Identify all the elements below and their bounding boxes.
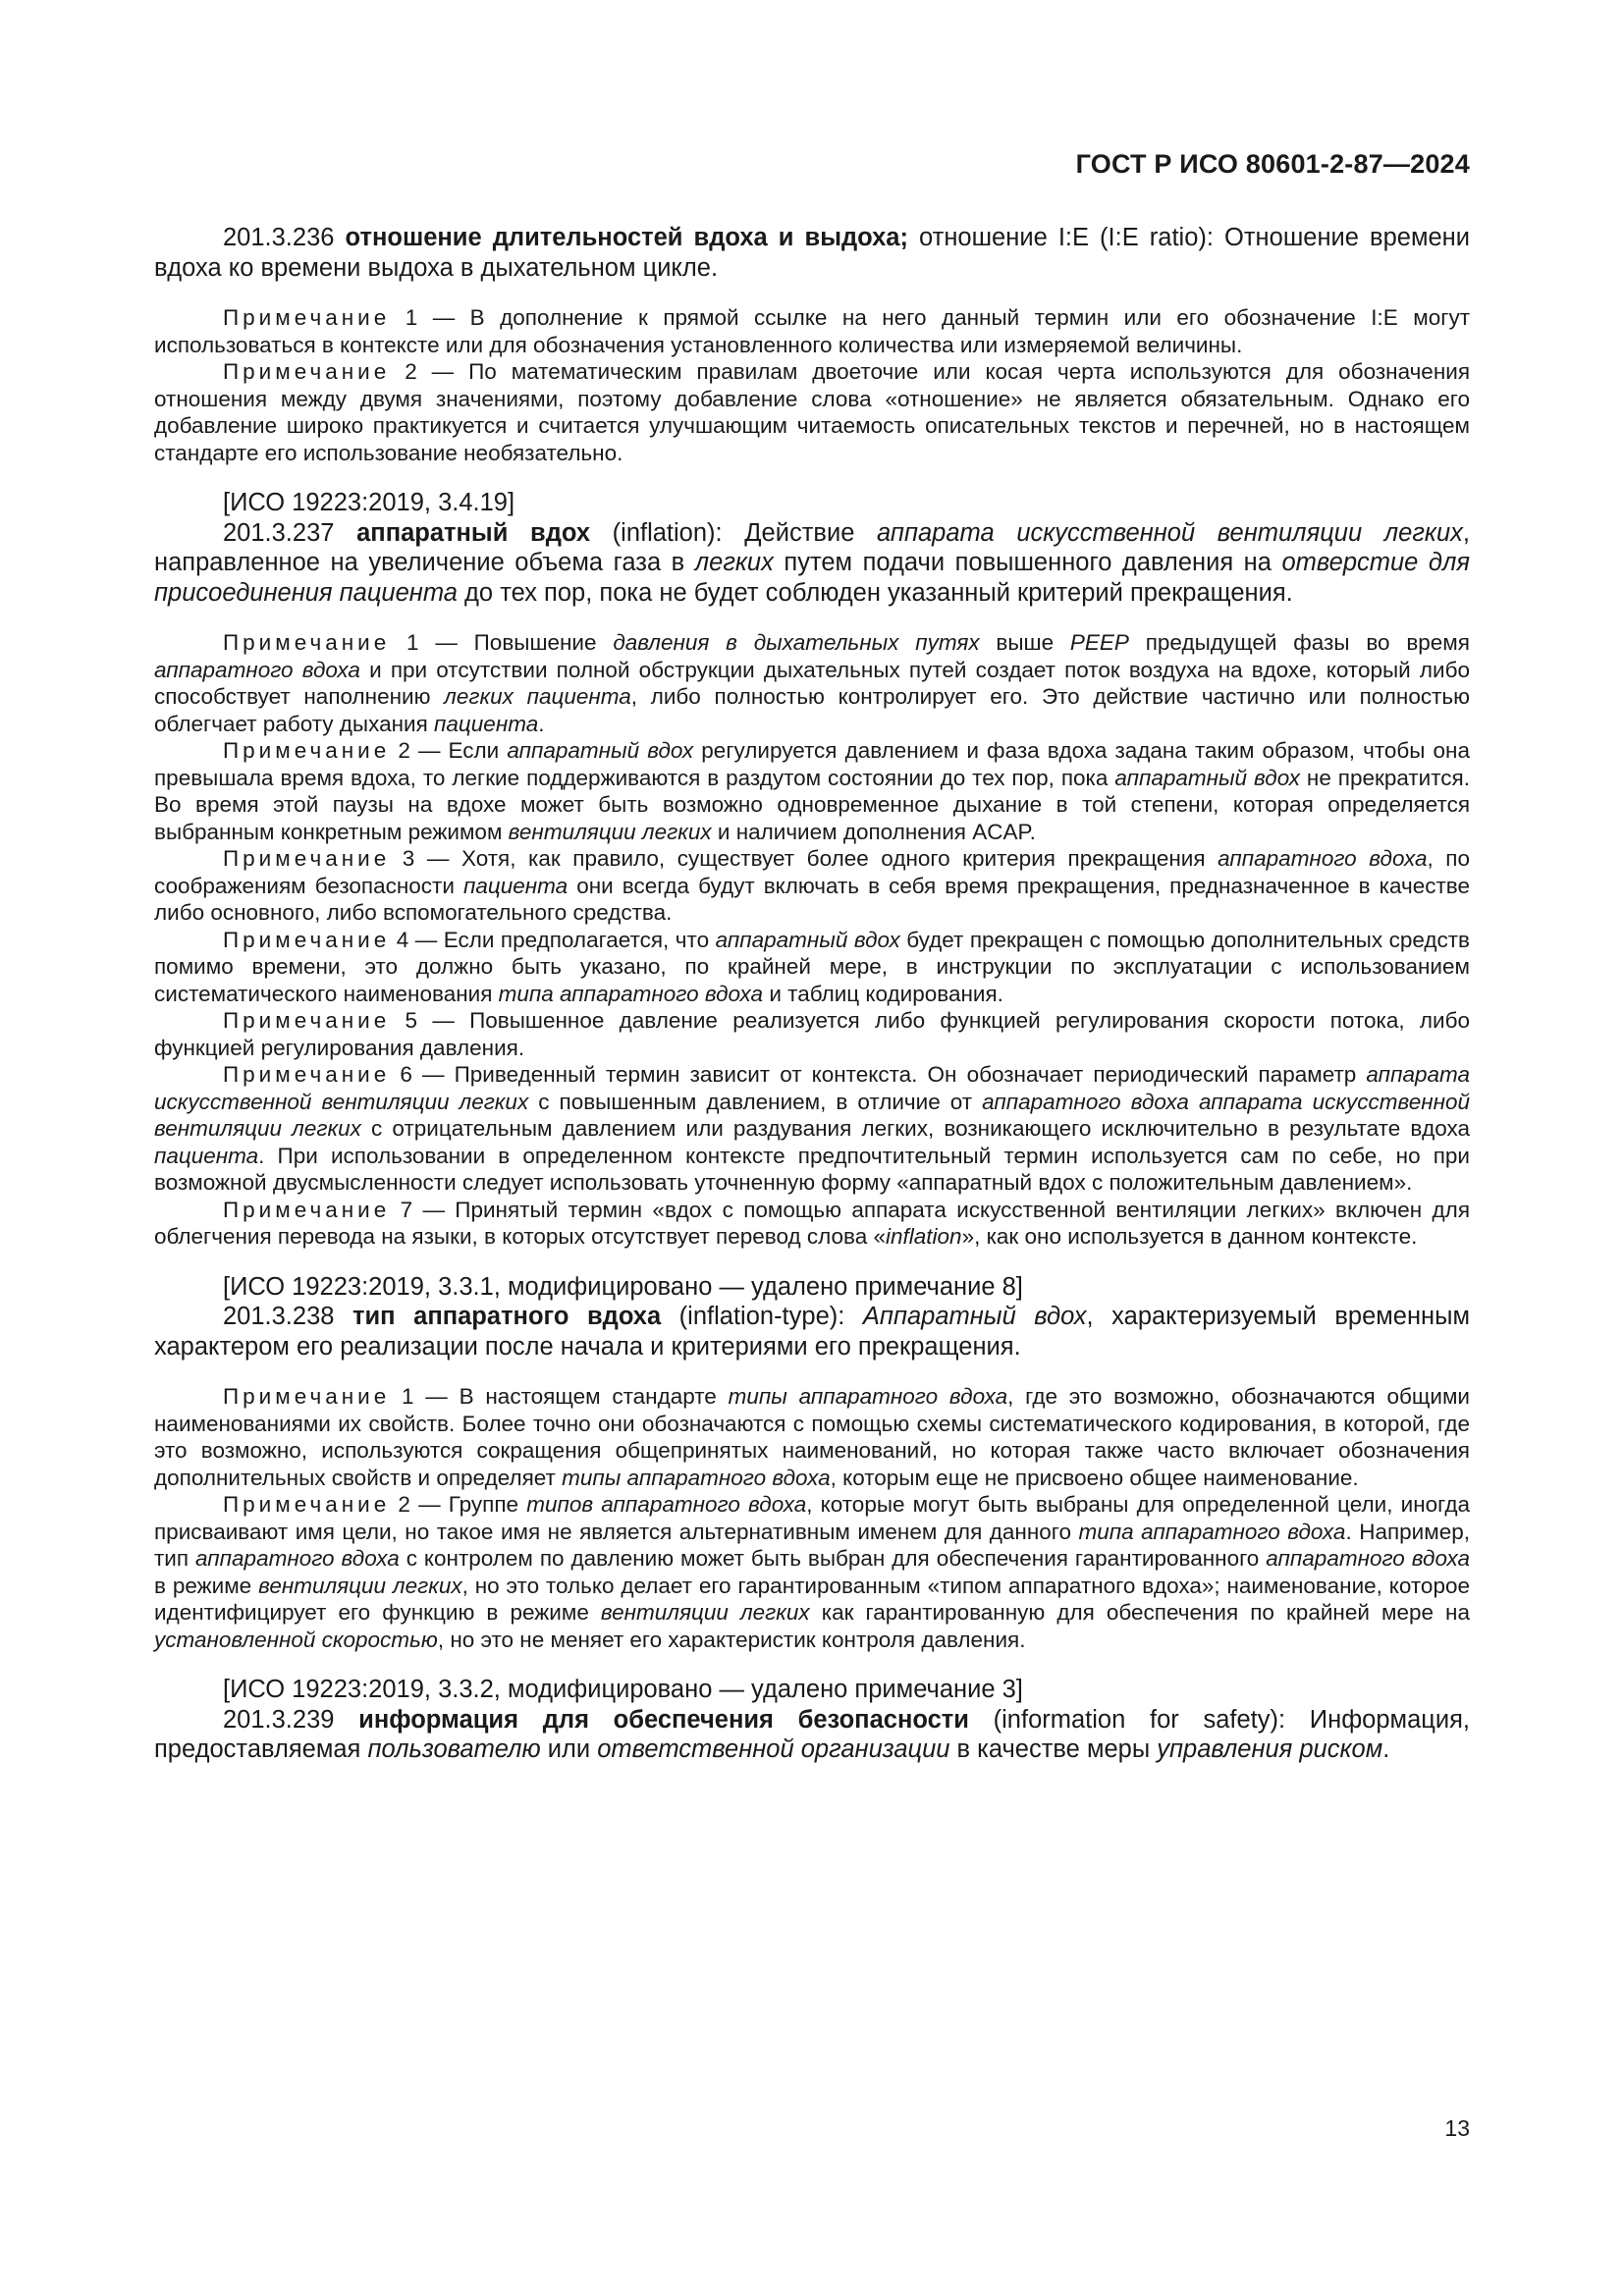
term-text: в качестве меры [949,1735,1158,1763]
note-text: . [538,711,545,736]
term-name: аппаратный вдох [356,518,591,547]
term-ref: легких пациента [444,684,631,709]
note-text: 7 — Принятый термин «вдох с помощью аппарата искусственной вентиляции легких» включен для облегчения перевода на языки, в которых отсутствует перевод слова « [154,1197,1470,1249]
note-label: Примечание [223,846,391,871]
note-label: Примечание [223,630,391,655]
term-ref: аппаратного вдоха [1266,1546,1470,1571]
term-ref: типы аппаратного вдоха [562,1465,831,1490]
note-237-2 [154,737,1470,845]
note-text: 2 — Если [390,738,508,763]
term-201-3-236 [154,223,1470,283]
term-text: путем подачи повышенного давления на [773,549,1282,576]
note-text: 4 — Если предполагается, что [390,927,716,952]
term-ref: аппаратный вдох [715,927,900,952]
source-ref-238: [ИСО 19223:2019, 3.3.2, модифицировано — удалено примечание 3] [223,1676,1023,1703]
note-text: , которым еще не присвоено общее наименование. [830,1465,1359,1490]
document-header: ГОСТ Р ИСО 80601-2-87—2024 [1075,149,1470,179]
note-text: , но это не меняет его характеристик контроля давления. [437,1627,1026,1652]
note-236-1 [154,304,1470,358]
note-text: будет прекращен с помощью дополнительных средств помимо времени, это должно быть указано, по крайней мере, в инструкции по эксплуатации с использованием систематического наименования [154,927,1471,1006]
term-text: . [1382,1735,1390,1763]
note-label: Примечание [223,1062,391,1087]
note-label: Примечание [223,1197,391,1222]
note-238-1 [154,1383,1470,1491]
note-text: 2 — По математическим правилам двоеточие или косая черта используются для обозначения отношения между двумя значениями, поэтому добавление слова «отношение» не является обязательным. Однако его добавление широко практикуется и считается улучшающим читаемость описательных текстов и перечней, но в настоящем стандарте его использование необязательно. [154,359,1470,465]
note-237-3 [154,845,1470,927]
note-237-6 [154,1061,1470,1197]
note-236-2 [154,358,1470,466]
note-label: Примечание [223,738,391,763]
note-text: 2 — Группе [390,1492,527,1517]
term-201-3-237 [154,518,1470,609]
term-ref: типов аппаратного вдоха [526,1492,807,1517]
term-ref: PEEP [1069,630,1129,655]
term-ref: управления риском [1157,1735,1383,1763]
term-ref: аппарата искусственной вентиляции легких [154,1062,1470,1114]
term-201-3-239 [154,1705,1470,1765]
source-ref-236: [ИСО 19223:2019, 3.4.19] [223,489,515,516]
term-ref: вентиляции легких [508,819,712,844]
term-201-3-238 [154,1302,1470,1362]
note-237-4 [154,927,1470,1008]
note-text: не прекратится. Во время этой паузы на вдохе может быть возможно одновременное дыхание в той степени, которая определяется выбранным конкретным режимом [154,765,1470,844]
term-text: (information for safety): Информация, предоставляемая [154,1705,1470,1763]
term-ref: вентиляции легких [600,1600,810,1625]
term-ref: давления в дыхательных путях [613,630,980,655]
term-definition: отношение I:E (I:E ratio): Отношение времени вдоха ко времени выдоха в дыхательном цикле. [154,224,1470,282]
note-text: 1 — В дополнение к прямой ссылке на него данный термин или его обозначение I:E могут использоваться в контексте или для обозначения установленного количества или измеряемой величины. [154,305,1470,357]
term-name: отношение длительностей вдоха и выдоха; [345,224,908,251]
note-text: , либо полностью контролирует его. Это действие частично или полностью облегчает работу дыхания [154,684,1471,736]
term-text: , характеризуемый временным характером его реализации после начала и критериями его прекращения. [154,1303,1470,1361]
term-number: 201.3.236 [223,224,335,251]
note-text: . При использовании в определенном контексте предпочтительный термин используется сам по себе, но при возможной двусмысленности следует использовать уточненную форму «аппаратный вдох с положительным давлением». [154,1143,1470,1195]
term-ref: inflation [886,1224,962,1249]
term-text: , направленное на увеличение объема газа в [154,518,1470,576]
note-text: 1 — В настоящем стандарте [390,1384,729,1409]
note-237-5 [154,1007,1470,1061]
note-label: Примечание [223,1008,391,1033]
term-text: (inflation-type): [661,1303,863,1330]
note-text: , по соображениям безопасности [154,846,1471,898]
term-ref: аппаратного вдоха аппарата искусственной вентиляции легких [154,1089,1471,1141]
note-text: , которые могут быть выбраны для определенной цели, иногда присваивают имя цели, но такое имя не является альтернативным именем для данного [154,1492,1470,1544]
document-body [154,223,1470,1765]
term-ref: пользователю [367,1735,541,1763]
note-text: предыдущей фазы во время [1128,630,1470,655]
term-ref: отверстие для присоединения пациента [154,549,1470,607]
note-237-1 [154,629,1470,737]
note-text: в режиме [154,1573,259,1598]
note-text: », как оно используется в данном контексте. [961,1224,1418,1249]
note-text: 6 — Приведенный термин зависит от контекста. Он обозначает периодический параметр [390,1062,1367,1087]
note-237-7 [154,1197,1470,1251]
note-text: , где это возможно, обозначаются общими наименованиями их свойств. Более точно они обозначаются с помощью схемы систематического кодирования, в которой, где это возможно, используются сокращения общепринятых наименований, но которая также часто включает обозначения дополнительных свойств и определяет [154,1384,1470,1490]
note-text: , но это только делает его гарантированным «типом аппаратного вдоха»; наименование, которое идентифицирует его функцию в режиме [154,1573,1470,1625]
note-text: и при отсутствии полной обструкции дыхательных путей создает поток воздуха на вдохе, который либо способствует наполнению [154,657,1470,709]
term-text: или [540,1735,598,1763]
term-ref: типы аппаратного вдоха [728,1384,1008,1409]
term-ref: пациента [434,711,539,736]
term-ref: установленной скоростью [154,1627,438,1652]
term-ref: пациента [462,873,568,898]
term-ref: аппаратного вдоха [195,1546,400,1571]
term-ref: аппарата искусственной вентиляции легких [877,518,1463,547]
note-label: Примечание [223,927,391,952]
term-text: (inflation): Действие [590,518,878,547]
term-name: информация для обеспечения безопасности [358,1705,969,1734]
note-text: они всегда будут включать в себя время прекращения, предназначенное в качестве либо основного, либо вспомогательного средства. [154,873,1470,925]
note-text: с отрицательным давлением или раздувания легких, возникающего исключительно в результате вдоха [360,1116,1470,1141]
note-text: . Например, тип [154,1519,1470,1571]
note-text: как гарантированную для обеспечения по крайней мере на [809,1600,1470,1625]
term-ref: аппаратного вдоха [154,657,360,682]
term-text: до тех пор, пока не будет соблюден указанный критерий прекращения. [457,578,1293,607]
note-text: 3 — Хотя, как правило, существует более одного критерия прекращения [390,846,1218,871]
note-label: Примечание [223,1492,391,1517]
note-text: с контролем по давлению может быть выбран для обеспечения гарантированного [399,1546,1267,1571]
note-text: выше [979,630,1070,655]
source-ref-237: [ИСО 19223:2019, 3.3.1, модифицировано — удалено примечание 8] [223,1272,1023,1301]
note-text: регулируется давлением и фаза вдоха задана таким образом, чтобы она превышала время вдоха, то легкие поддерживаются в раздутом состоянии до тех пор, пока [154,738,1470,790]
note-238-2 [154,1491,1470,1653]
term-number: 201.3.238 [223,1303,335,1330]
term-name: тип аппаратного вдоха [352,1303,662,1330]
term-ref: легких [694,549,774,576]
note-text: с повышенным давлением, в отличие от [528,1089,983,1114]
term-ref: пациента [154,1143,259,1168]
page-number: 13 [1444,2115,1470,2141]
term-ref: ответственной организации [597,1735,950,1763]
term-ref: аппаратный вдох [1114,765,1300,790]
term-ref: вентиляции легких [258,1573,462,1598]
note-label: Примечание [223,305,391,330]
note-text: 5 — Повышенное давление реализуется либо функцией регулирования скорости потока, либо функцией регулирования давления. [154,1008,1470,1060]
term-ref: Аппаратный вдох [862,1303,1087,1330]
note-text: 1 — Повышение [390,630,614,655]
note-label: Примечание [223,359,391,384]
note-text: и таблиц кодирования. [763,981,1003,1006]
term-number: 201.3.237 [223,518,335,547]
term-number: 201.3.239 [223,1705,335,1734]
term-ref: аппаратного вдоха [1218,846,1428,871]
term-ref: аппаратный вдох [507,738,694,763]
note-label: Примечание [223,1384,391,1409]
note-text: и наличием дополнения ACAP. [711,819,1036,844]
term-ref: типа аппаратного вдоха [1078,1519,1346,1544]
term-ref: типа аппаратного вдоха [498,981,764,1006]
